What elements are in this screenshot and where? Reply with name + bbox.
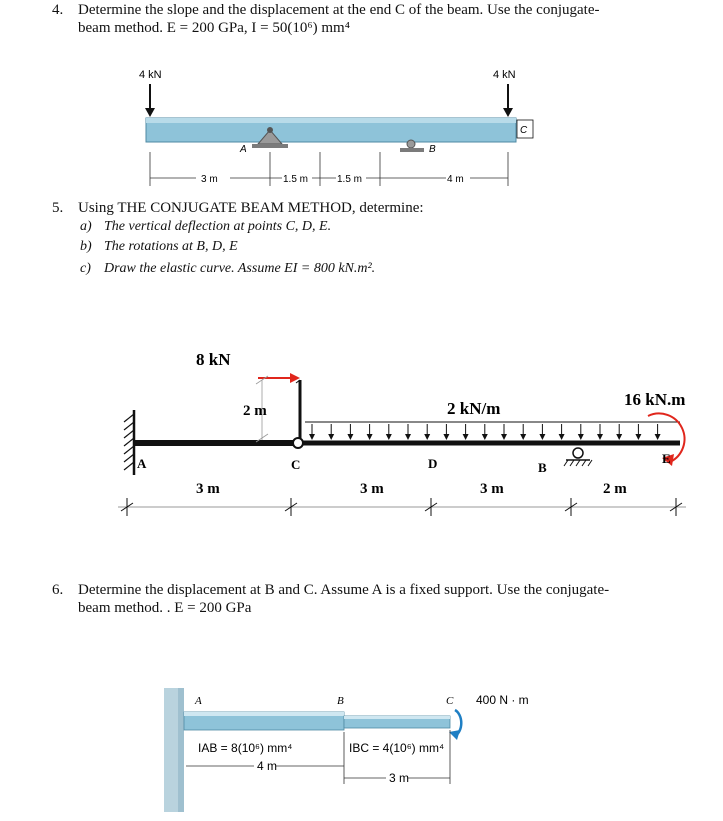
problem-4-figure: [0, 0, 723, 200]
p5-udl-arrowhead: [559, 434, 565, 440]
p5-dim2: 3 m: [360, 481, 384, 497]
p6-dim-bc: 3 m: [389, 771, 410, 785]
p4-pin-a: [267, 127, 273, 133]
p5-label-b: B: [538, 460, 547, 475]
problem-4-statement-line2: beam method. E = 200 GPa, I = 50(10⁶) mm⁴: [78, 20, 350, 36]
problem-5-title: Using THE CONJUGATE BEAM METHOD, determine:: [78, 200, 424, 216]
problem-6-figure: [0, 680, 723, 821]
problem-4-number: 4.: [52, 2, 64, 18]
p4-load-right-arrowhead: [503, 108, 513, 117]
p6-inertia-bc: IBC = 4(10⁶) mm⁴: [349, 741, 445, 755]
p6-label-c: C: [446, 695, 454, 707]
p5-height-dim: 2 m: [243, 403, 267, 419]
p6-moment-label: 400 N · m: [476, 693, 529, 707]
p5-udl-arrowhead: [597, 434, 603, 440]
problem-5-item-b-marker: b): [80, 239, 92, 254]
p5-udl-arrowhead: [347, 434, 353, 440]
p5-udl-arrowhead: [309, 434, 315, 440]
problem-6-statement-line1: Determine the displacement at B and C. Assume A is a fixed support. Use the conjugate-: [78, 582, 610, 598]
p5-moment-label: 16 kN.m: [624, 390, 686, 409]
problem-6-number: 6.: [52, 582, 64, 598]
problem-6-statement-line2: beam method. . E = 200 GPa: [78, 600, 252, 616]
p5-hinge-c: [293, 438, 303, 448]
problem-5-item-b: The rotations at B, D, E: [104, 239, 238, 254]
p5-udl-arrowhead: [367, 434, 373, 440]
p5-udl-arrowhead: [482, 434, 488, 440]
p4-label-b: B: [429, 144, 436, 155]
p5-udl-arrowhead: [578, 434, 584, 440]
p5-support-b-hatch: [564, 460, 592, 466]
p6-beam-bc-highlight: [344, 716, 450, 719]
problem-5-item-a: The vertical deflection at points C, D, E.: [104, 219, 332, 234]
p4-beam-highlight: [146, 118, 516, 123]
p5-udl-arrowhead: [539, 434, 545, 440]
p5-label-c: C: [291, 457, 301, 472]
p5-udl-arrowhead: [463, 434, 469, 440]
p5-udl-arrowhead: [424, 434, 430, 440]
p5-udl-arrows: [309, 424, 661, 440]
p5-point-load-label: 8 kN: [196, 350, 231, 369]
problem-4-statement-line1: Determine the slope and the displacement at the end C of the beam. Use the conjugate-: [78, 2, 600, 18]
p5-udl-arrowhead: [443, 434, 449, 440]
p4-load-right-label: 4 kN: [493, 69, 516, 81]
p4-label-a: A: [240, 144, 247, 155]
p6-inertia-ab: IAB = 8(10⁶) mm⁴: [198, 741, 293, 755]
p5-dim1: 3 m: [196, 481, 220, 497]
problem-5-item-c-marker: c): [80, 261, 91, 276]
p5-udl-label: 2 kN/m: [447, 399, 501, 418]
p5-udl-arrowhead: [501, 434, 507, 440]
p5-label-e: E: [662, 451, 671, 466]
p6-label-a: A: [195, 695, 202, 707]
p4-dim2: 1.5 m: [283, 174, 309, 185]
p6-beam-ab-highlight: [184, 712, 344, 716]
p5-roller-b: [573, 448, 583, 458]
problem-5-item-c: Draw the elastic curve. Assume EI = 800 kN.m².: [104, 261, 376, 276]
p4-dim4: 4 m: [447, 174, 464, 185]
p5-udl-arrowhead: [520, 434, 526, 440]
p5-dim3: 3 m: [480, 481, 504, 497]
p5-udl-arrowhead: [655, 434, 661, 440]
p4-load-left-label: 4 kN: [139, 69, 162, 81]
p4-roller-b: [407, 140, 415, 148]
p5-label-a: A: [137, 456, 147, 471]
p5-udl-arrowhead: [386, 434, 392, 440]
p4-dim3: 1.5 m: [337, 174, 363, 185]
p5-udl-arrowhead: [635, 434, 641, 440]
p5-udl-arrowhead: [616, 434, 622, 440]
p4-support-b-base: [400, 148, 424, 152]
p4-dim1: 3 m: [201, 174, 218, 185]
p6-moment-arrowhead: [449, 730, 460, 740]
p4-load-left-arrowhead: [145, 108, 155, 117]
p5-dim4: 2 m: [603, 481, 627, 497]
p5-udl-arrowhead: [328, 434, 334, 440]
p5-wall-hatch: [124, 414, 134, 470]
problem-5-figure: [0, 330, 723, 530]
p4-support-a-base: [252, 144, 288, 148]
problem-5-number: 5.: [52, 200, 64, 216]
p6-wall-edge: [178, 688, 184, 812]
p5-udl-arrowhead: [405, 434, 411, 440]
p6-dim-ab: 4 m: [257, 759, 278, 773]
problem-5-item-a-marker: a): [80, 219, 92, 234]
p5-label-d: D: [428, 456, 438, 471]
p6-label-b: B: [337, 695, 344, 707]
p4-label-c: C: [520, 125, 528, 136]
